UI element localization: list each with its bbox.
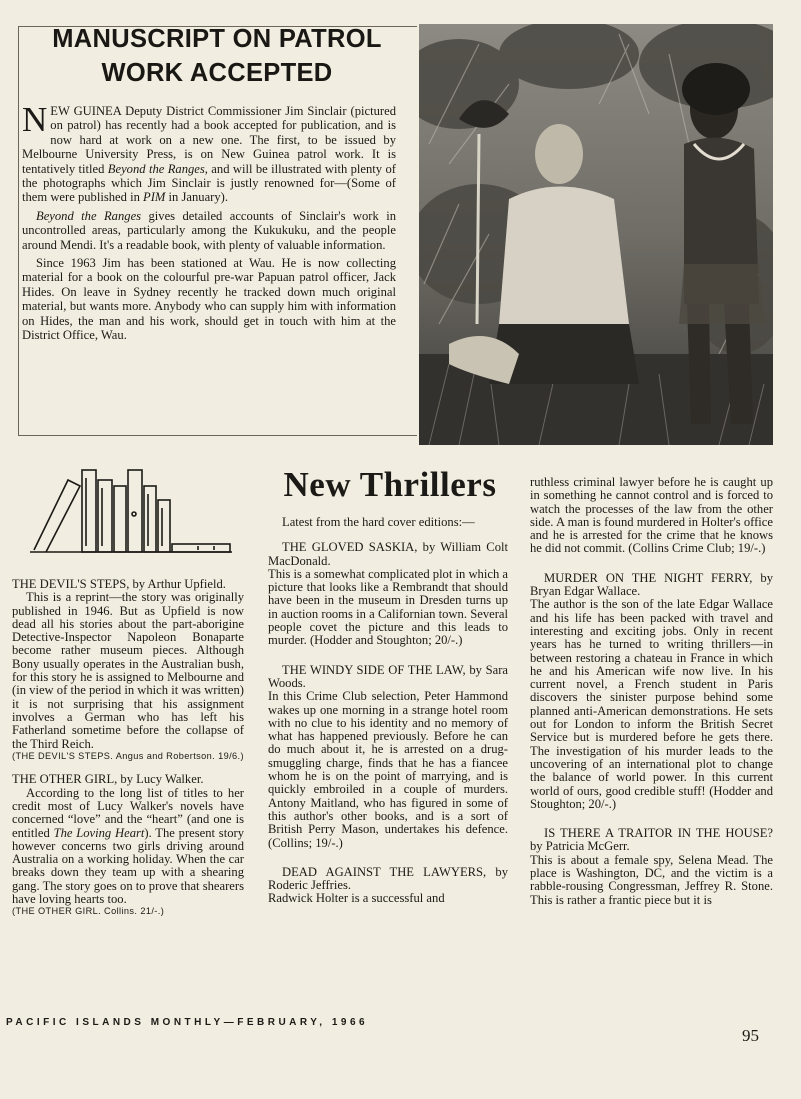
review-heading-devils-steps: THE DEVIL'S STEPS, by Arthur Upfield. [12,577,226,591]
review-body-devils-steps: This is a reprint—the story was originally published in 1946. But as Upfield is now dead all his stories about the part-aborigine Detective-Inspector Napoleon Bonaparte become rather museum pieces. Although Bony usually operates in the Australian bush, for this story he is assigned to Melbourne and (in view of the period in which it was written) it is not surprising that his assignment involves a German who has left his Fatherland sometime before the collapse of the Third Reich. [12,590,244,751]
book-title-beyond-the-ranges-2: Beyond the Ranges [36,208,142,223]
feature-title [20,22,414,90]
pim-abbreviation: PIM [143,190,166,205]
column-3 [530,476,773,907]
drop-cap: N [22,100,48,139]
column-1 [12,578,244,917]
patrol-photo [419,24,773,445]
book-title-beyond-the-ranges: Beyond the Ranges [107,161,205,176]
thrillers-intro: Latest from the hard cover editions:— [282,515,475,529]
review-cite-other-girl: (THE OTHER GIRL. Collins. 21/-.) [12,906,165,917]
review-body-other-girl [12,787,244,907]
column-2 [268,516,508,906]
review-body-night-ferry: The author is the son of the late Edgar Wallace and his life has been packed with travel and interesting and exciting jobs. Only in recent years has he turned to writing thrillers—in between restoring a chateau in France in which he and his American wife now live. In his current novel, a French student in Paris discovers the sinister purpose behind some planned anti-American demonstrations. He sets out for London to inform the British Secret Service but is murdered before he gets there. The investigation of his murder leads to the uncovering of an international plot to change the balance of world power. In this current world of ours, good credible stuff! (Hodder and Stoughton; 20/-.) [530,597,773,811]
review-heading-other-girl: THE OTHER GIRL, by Lucy Walker. [12,772,204,787]
feature-p2-text: gives detailed accounts of Sinclair's work in uncontrolled areas, particularly among the Kukukuku, and the people around Mendi. It's a readable book, with plenty of valuable information. [22,208,396,252]
page-number: 95 [742,1026,759,1045]
book-title-loving-heart: The Loving Heart [53,825,145,840]
review-heading-night-ferry: MURDER ON THE NIGHT FERRY, by Bryan Edgar Wallace. [530,570,773,599]
review-body-dead-against-start: Radwick Holter is a successful and [268,891,445,906]
feature-p1-text: EW GUINEA Deputy District Commissioner Jim Sinclair (pictured on patrol) has recently had a book accepted for publication, and is now hard at work on a new one. The first, to be issued by Melbourne University Press, is on New Guinea patrol work. It is tentatively titled [22,104,396,176]
feature-p1-text-c: in January). [165,190,229,205]
bookshelf-illustration [28,466,242,560]
feature-article [22,100,396,343]
feature-title-line2: WORK ACCEPTED [101,59,333,87]
feature-paragraph-2 [22,209,396,252]
review-body-traitor: This is about a female spy, Selena Mead. The place is Washington, DC, and the victim is a rabble-rousing Congressman, Jeffrey R. Stone. This is rather a frantic piece but it is [530,852,773,907]
other-girl-text-b: ). The present story however concerns two girls driving around Australia on a working holiday. When the car breaks down they team up with a shearing gang. The story goes on to prove that shearers have loving hearts too. [12,825,244,907]
other-girl-text-a: According to the long list of titles to her credit most of Lucy Walker's novels have concerned “love” and the “heart” (and one is entitled [12,785,244,840]
running-footer: PACIFIC ISLANDS MONTHLY—FEBRUARY, 1966 [6,1017,369,1028]
review-heading-dead-against: DEAD AGAINST THE LAWYERS, by Roderic Jeffries. [268,864,508,893]
review-cite-devils-steps: (THE DEVIL'S STEPS. Angus and Robertson. 19/6.) [12,750,244,761]
review-body-dead-against-cont: ruthless criminal lawyer before he is caught up in something he cannot control and is forced to watch the processes of the law from the other side. A man is found murdered in Holter's office and he is arrested for the crime that he knows he did not commit. (Collins Crime Club; 19/-.) [530,475,773,556]
review-body-windy-side: In this Crime Club selection, Peter Hammond wakes up one morning in a strange hotel room with no clue to his identity and no memory of what has happened previously. Before he can do much about it, he is arrested on a drug-smuggling charge, finds that he has a fiancee whom he is on the point of marrying, and is quickly embroiled in a couple of murders. Antony Maitland, who has figured in some of this author's other books, and is a sort of British Perry Mason, undertakes his defence. (Collins; 19/-.) [268,689,508,850]
feature-paragraph-3: Since 1963 Jim has been stationed at Wau. He is now collecting material for a book on the colourful pre-war Papuan patrol officer, Jack Hides. On leave in Sydney recently he tracked down much original material, but wants more. Anybody who can supply him with information on Hides, the man and his work, should get in touch with him at the District Office, Wau. [22,256,396,343]
review-heading-windy-side: THE WINDY SIDE OF THE LAW, by Sara Woods. [268,662,508,690]
review-heading-gloved-saskia: THE GLOVED SASKIA, by William Colt MacDonald. [268,540,508,568]
feature-title-line1: MANUSCRIPT ON PATROL [52,25,382,53]
feature-paragraph-1 [22,100,396,205]
feature-p1-text-b: , and will be illustrated with plenty of the photographs which Jim Sinclair is justly renowned for—(Some of them were published in [22,161,396,205]
review-heading-traitor: IS THERE A TRAITOR IN THE HOUSE? by Patricia McGerr. [530,826,773,854]
review-body-gloved-saskia: This is a somewhat complicated plot in which a picture that looks like a Rembrandt that should have been in the museum in Dresden turns up in auction rooms in a Californian town. Several people covet the picture and this leads to murder. (Hodder and Stoughton; 20/-.) [268,566,508,648]
thrillers-title: New Thrillers [283,465,497,504]
